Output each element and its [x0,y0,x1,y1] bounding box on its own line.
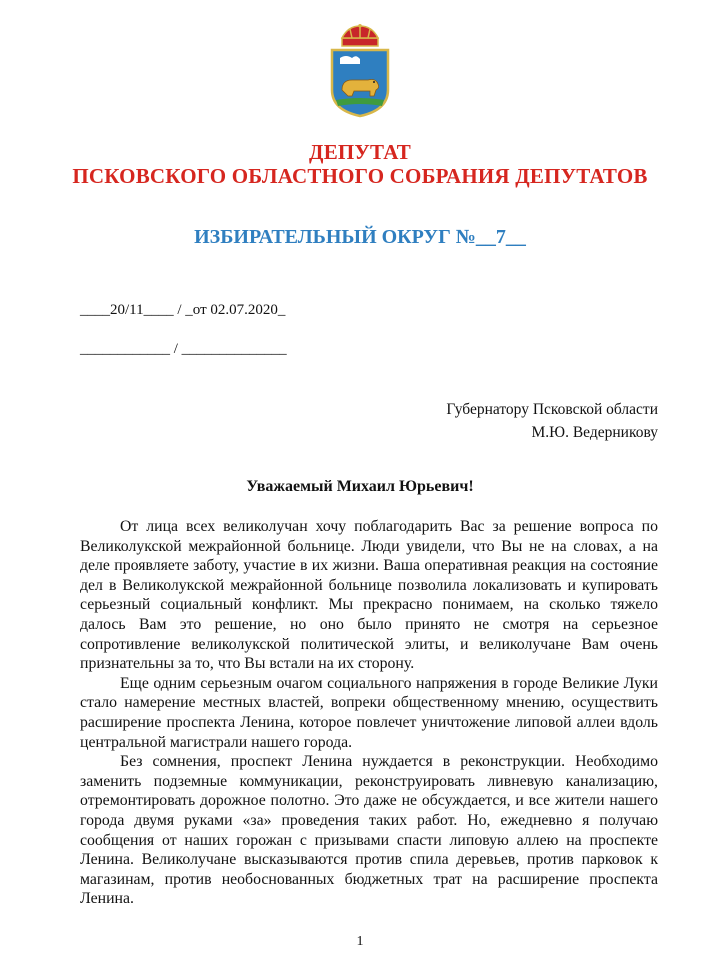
paragraph: От лица всех великолучан хочу поблагодарить Вас за решение вопроса по Великолукской межрайонной больнице. Люди увидели, что Вы не на словах, а на деле проявляете заботу, участие в их жизни. Ваша оперативная реакция на состояние дел в Великолукской межрайонной больнице позволила локализовать и купировать серьезный социальный конфликт. Мы прекрасно понимаем, на сколько тяжело далось Вам это решение, но оно было принято не смотря на серьезное сопротивление великолукской политической элиты, и великолучане Вам очень признательны за то, что Вы встали на их сторону. [80,518,658,673]
header-deputy: ДЕПУТАТ [309,140,411,164]
paragraph: Без сомнения, проспект Ленина нуждается в реконструкции. Необходимо заменить подземные коммуникации, реконструировать ливневую канализацию, отремонтировать дорожное полотно. Это даже не обсуждается, и все жители нашего города двумя руками «за» проведения таких работ. Но, ежедневно я получаю сообщения от наших горожан с призывами спасти липовую аллею на проспекте Ленина. Великолучане высказываются против спила деревьев, против парковок к магазинам, против необоснованных бюджетных трат на расширение проспекта Ленина. [80,753,658,908]
header-assembly: ПСКОВСКОГО ОБЛАСТНОГО СОБРАНИЯ ДЕПУТАТОВ [72,164,648,188]
electoral-district: ИЗБИРАТЕЛЬНЫЙ ОКРУГ №__7__ [194,226,526,248]
page-number: 1 [356,934,364,949]
addressee [446,398,658,444]
paragraph: Еще одним серьезным очагом социального напряжения в городе Великие Луки стало намерение местных властей, вопреки общественному мнению, осуществить расширение проспекта Ленина, которое повлечет уничтожение липовой аллеи вдоль центральной магистрали нашего города. [80,674,658,751]
salutation: Уважаемый Михаил Юрьевич! [246,478,474,495]
crown-icon [342,24,378,46]
addressee-name: М.Ю. Ведерникову [531,424,658,441]
coat-of-arms-icon [328,24,392,118]
registration-number: ____20/11____ / _от 02.07.2020_ [80,302,286,318]
registration-blank: ____________ / ______________ [80,341,287,357]
letter-body [80,517,658,909]
addressee-title: Губернатору Псковской области [446,401,658,418]
